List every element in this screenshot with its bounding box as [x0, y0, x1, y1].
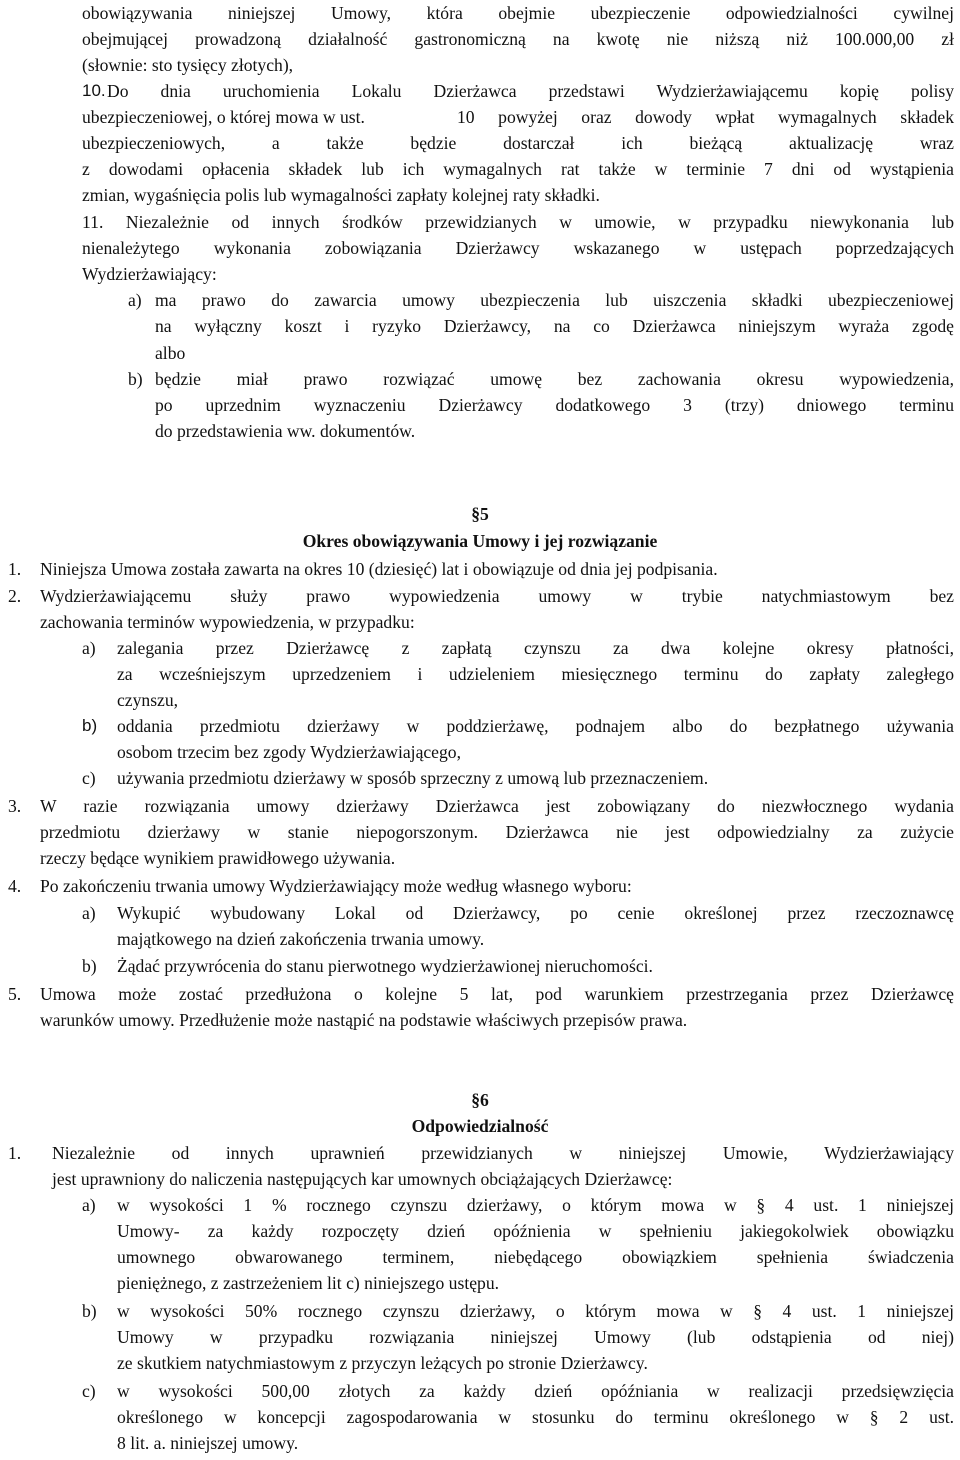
text-line: przedmiotu dzierżawy w stanie niepogorszonym. Dzierżawca nie jest odpowiedzialny za zużycie [40, 822, 954, 842]
list-marker: a) [128, 290, 142, 310]
text-line: obowiązywania niniejszej Umowy, która obejmie ubezpieczenie odpowiedzialności cywilnej [82, 3, 954, 23]
text-line: 10 powyżej oraz dowody wpłat wymagalnych składek [457, 107, 954, 127]
text-line: Niezależnie od innych uprawnień przewidzianych w niniejszej Umowie, Wydzierżawiający [52, 1143, 954, 1163]
text-line: 8 lit. a. niniejszej umowy. [117, 1433, 299, 1453]
list-marker: c) [82, 1381, 96, 1401]
text-line: na wyłączny koszt i ryzyko Dzierżawcy, na co Dzierżawca niniejszym wyraża zgodę [155, 316, 954, 336]
text-line: warunków umowy. Przedłużenie może nastąpić na podstawie właściwych przepisów prawa. [40, 1010, 688, 1030]
section-title: Okres obowiązywania Umowy i jej rozwiązanie [302, 531, 658, 551]
text-line: ubezpieczeniowych, a także będzie dostarczał ich bieżącą aktualizację wraz [82, 133, 954, 153]
text-line: ze skutkiem natychmiastowym z przyczyn leżących po stronie Dzierżawcy. [117, 1353, 648, 1373]
text-line: w wysokości 1 % rocznego czynszu dzierżawy, o którym mowa w § 4 ust. 1 niniejszej [117, 1195, 954, 1215]
list-number: 5. [8, 984, 22, 1004]
text-line: z dowodami opłacenia składek lub ich wymagalnych rat także w terminie 7 dni od wystąpienia [82, 159, 954, 179]
text-line: po uprzednim wyznaczeniu Dzierżawcy dodatkowego 3 (trzy) dniowego terminu [155, 395, 954, 415]
text-line: zachowania terminów wypowiedzenia, w przypadku: [40, 612, 415, 632]
text-line: czynszu, [117, 690, 179, 710]
text-line: pieniężnego, z zastrzeżeniem lit c) niniejszego ustępu. [117, 1273, 500, 1293]
text-line: do przedstawienia ww. dokumentów. [155, 421, 416, 441]
text-line: Po zakończeniu trwania umowy Wydzierżawiający może według własnego wyboru: [40, 876, 632, 896]
text-line: 11. Niezależnie od innych środków przewidzianych w umowie, w przypadku niewykonania lub [82, 212, 954, 232]
text-line: Wykupić wybudowany Lokal od Dzierżawcy, po cenie określonej przez rzeczoznawcę [117, 903, 954, 923]
text-line: w wysokości 500,00 złotych za każdy dzień opóźniania w realizacji przedsięwzięcia [117, 1381, 954, 1401]
text-line: umownego obwarowanego terminem, niebędącego obowiązkiem spełnienia świadczenia [117, 1247, 954, 1267]
paragraph-number: 10. [82, 81, 106, 100]
text-line: (słownie: sto tysięcy złotych), [82, 55, 294, 75]
list-number: 1. [8, 1143, 22, 1163]
list-marker: b) [82, 956, 97, 976]
text-line: używania przedmiotu dzierżawy w sposób sprzeczny z umową lub przeznaczeniem. [117, 768, 709, 788]
text-line: zalegania przez Dzierżawcę z zapłatą czynszu za dwa kolejne okresy płatności, [117, 638, 954, 658]
text-line: w wysokości 50% rocznego czynszu dzierżawy, o którym mowa w § 4 ust. 1 niniejszej [117, 1301, 954, 1321]
text-line: jest uprawniony do naliczenia następujących kar umownych obciążających Dzierżawcę: [52, 1169, 673, 1189]
text-line: Umowa może zostać przedłużona o kolejne 5 lat, pod warunkiem przestrzegania przez Dzierżawcę [40, 984, 954, 1004]
text-line: W razie rozwiązania umowy dzierżawy Dzierżawca jest zobowiązany do niezwłocznego wydania [40, 796, 954, 816]
text-line: Do dnia uruchomienia Lokalu Dzierżawca przedstawi Wydzierżawiającemu kopię polisy [107, 81, 954, 101]
text-line: majątkowego na dzień zakończenia trwania umowy. [117, 929, 485, 949]
text-line: Umowy- za każdy rozpoczęty dzień opóźnienia w spełnieniu jakiegokolwiek obowiązku [117, 1221, 954, 1241]
text-line: Żądać przywrócenia do stanu pierwotnego wydzierżawionej nieruchomości. [117, 956, 653, 976]
list-marker: b) [128, 369, 143, 389]
text-line: oddania przedmiotu dzierżawy w poddzierżawę, podnajem albo do bezpłatnego używania [117, 716, 954, 736]
section-number: §6 [471, 1090, 489, 1110]
text-line: Niniejsza Umowa została zawarta na okres 10 (dziesięć) lat i obowiązuje od dnia jej podpisania. [40, 559, 718, 579]
text-line: ma prawo do zawarcia umowy ubezpieczenia lub uiszczenia składki ubezpieczeniowej [155, 290, 954, 310]
text-line: nienależytego wykonania zobowiązania Dzierżawcy wskazanego w ustępach poprzedzających [82, 238, 954, 258]
list-marker: a) [82, 903, 96, 923]
text-line: zmian, wygaśnięcia polis lub wymagalności zapłaty kolejnej raty składki. [82, 185, 600, 205]
section-number: §5 [471, 504, 489, 524]
text-line: obejmującej prowadzoną działalność gastronomiczną na kwotę nie niższą niż 100.000,00 zł [82, 29, 954, 49]
list-marker: a) [82, 1195, 96, 1215]
list-marker: b) [82, 716, 98, 735]
list-marker: a) [82, 638, 96, 658]
list-number: 4. [8, 876, 22, 896]
text-line: za wcześniejszym uprzedzeniem i udzieleniem miesięcznego terminu do zapłaty zaległego [117, 664, 954, 684]
list-number: 1. [8, 559, 22, 579]
text-line: ubezpieczeniowej, o której mowa w ust. [82, 107, 365, 127]
section-title: Odpowiedzialność [411, 1116, 549, 1136]
list-marker: b) [82, 1301, 97, 1321]
text-line: rzeczy będące wynikiem prawidłowego używania. [40, 848, 396, 868]
text-line: Wydzierżawiający: [82, 264, 217, 284]
text-line: Umowy w przypadku rozwiązania niniejszej Umowy (lub odstąpienia od niej) [117, 1327, 954, 1347]
text-line: będzie miał prawo rozwiązać umowę bez zachowania okresu wypowiedzenia, [155, 369, 954, 389]
text-line: albo [155, 343, 186, 363]
list-marker: c) [82, 768, 96, 788]
text-line: Wydzierżawiającemu służy prawo wypowiedzenia umowy w trybie natychmiastowym bez [40, 586, 954, 606]
list-number: 2. [8, 586, 22, 606]
text-line: określonego w koncepcji zagospodarowania w stosunku do terminu określonego w § 2 ust. [117, 1407, 954, 1427]
text-line: osobom trzecim bez zgody Wydzierżawiającego, [117, 742, 461, 762]
list-number: 3. [8, 796, 22, 816]
